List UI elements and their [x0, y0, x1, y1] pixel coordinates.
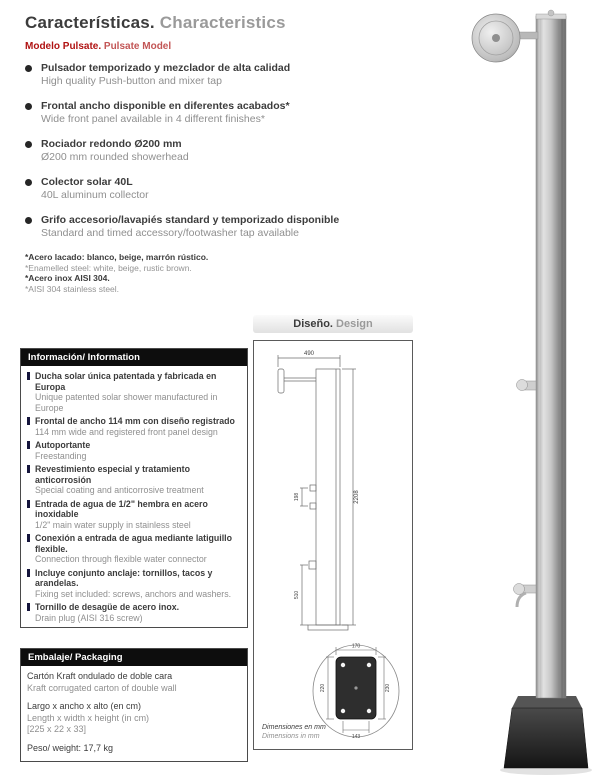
drawing-showerhead [278, 369, 284, 393]
info-item [27, 416, 241, 437]
footwasher-tap [514, 584, 537, 608]
bullet-icon [25, 141, 32, 148]
showerhead [472, 14, 538, 62]
features-list [25, 62, 445, 240]
bullet-bar-icon [27, 569, 30, 577]
info-text-spanish: Autoportante [35, 440, 91, 450]
info-item [27, 533, 241, 565]
drawing-column-outline [316, 369, 340, 625]
feature-text-spanish: Pulsador temporizado y mezclador de alta calidad [41, 62, 291, 74]
info-text-english: Fixing set included: screws, anchors and washers. [35, 588, 232, 599]
feature-item [25, 100, 445, 126]
info-item-text [35, 568, 241, 600]
dim-tap-offset: 198 [294, 492, 300, 502]
information-header: Información/ Information [21, 349, 247, 366]
packaging-line: [225 x 22 x 33] [27, 724, 87, 734]
info-item [27, 464, 241, 496]
info-text-spanish: Frontal de ancho 114 mm con diseño registrado [35, 416, 235, 426]
packaging-line: Kraft corrugated carton of double wall [27, 682, 177, 693]
feature-text-spanish: Grifo accesorio/lavapiés standard y temporizado disponible [41, 214, 340, 226]
info-item [27, 602, 241, 623]
feature-text-english: High quality Push-button and mixer tap [41, 75, 222, 87]
feature-text [41, 62, 290, 88]
packaging-line: Peso/ weight: 17,7 kg [27, 742, 114, 753]
feature-text-spanish: Frontal ancho disponible en diferentes acabados* [41, 100, 290, 112]
info-item-text [35, 602, 179, 623]
info-item-text [35, 440, 90, 461]
footnotes [25, 252, 325, 294]
packaging-line: Cartón Kraft ondulado de doble cara [27, 671, 173, 681]
dim-lower-offset: 510 [294, 590, 300, 600]
info-text-spanish: Revestimiento especial y tratamiento anticorrosión [35, 464, 190, 485]
info-text-english: Connection through flexible water connector [35, 554, 207, 564]
title-english: Characteristics [159, 13, 286, 32]
packaging-line: Largo x ancho x alto (en cm) [27, 701, 142, 711]
feature-item [25, 138, 445, 164]
packaging-header: Embalaje/ Packaging [21, 649, 247, 666]
dimensions-note-spanish: Dimensiones en mm [262, 724, 326, 731]
info-text-english: Drain plug (AISI 316 screw) [35, 612, 143, 623]
model-name-spanish: Modelo Pulsate. [25, 41, 102, 52]
page-title [25, 13, 286, 33]
drawing-base-plate [308, 625, 348, 630]
packaging-body [21, 666, 247, 759]
feature-item [25, 214, 445, 240]
bullet-bar-icon [27, 417, 30, 425]
info-text-english: Special coating and anticorrosive treatment [35, 485, 204, 495]
feature-item [25, 62, 445, 88]
info-text-spanish: Entrada de agua de 1/2" hembra en acero inoxidable [35, 498, 208, 519]
info-text-spanish: Tornillo de desagüe de acero inox. [35, 602, 180, 612]
design-title-spanish: Diseño. [293, 318, 333, 330]
bullet-bar-icon [27, 603, 30, 611]
footnote-line: *Acero inox AISI 304. [25, 273, 110, 283]
packaging-panel [20, 648, 248, 762]
model-name-english: Pulsate Model [103, 41, 172, 52]
design-section-title [253, 315, 413, 333]
packaging-line: Length x width x height (in cm) [27, 712, 150, 723]
info-text-english: Unique patented solar shower manufactured in Europe [35, 392, 218, 413]
feature-text-english: Ø200 mm rounded showerhead [41, 151, 189, 163]
info-item [27, 371, 241, 413]
base-plinth [504, 696, 588, 768]
feature-text-english: 40L aluminum collector [41, 189, 149, 201]
feature-text [41, 176, 149, 202]
footnote-line: *AISI 304 stainless steel. [25, 283, 120, 294]
feature-item [25, 176, 445, 202]
bullet-bar-icon [27, 372, 30, 380]
info-text-spanish: Ducha solar única patentada y fabricada en Europa [35, 371, 217, 392]
footnote-line: *Enamelled steel: white, beige, rustic brown. [25, 262, 192, 273]
info-item-text [35, 416, 235, 437]
design-title-english: Design [336, 318, 373, 330]
dim-overall-width: 490 [303, 351, 315, 357]
bullet-icon [25, 65, 32, 72]
feature-text-spanish: Rociador redondo Ø200 mm [41, 138, 182, 150]
information-panel [20, 348, 248, 628]
info-item [27, 499, 241, 531]
footnote-line: *Acero lacado: blanco, beige, marrón rústico. [25, 252, 209, 262]
feature-text-english: Standard and timed accessory/footwasher tap available [41, 227, 299, 239]
feature-text [41, 138, 189, 164]
shower-column [536, 10, 566, 698]
bullet-bar-icon [27, 465, 30, 473]
model-subtitle [25, 41, 171, 52]
bullet-bar-icon [27, 441, 30, 449]
feature-text [41, 214, 339, 240]
info-item [27, 568, 241, 600]
base-dim-bottom: 143 [351, 734, 361, 740]
product-photo [458, 4, 596, 776]
info-text-english: Freestanding [35, 450, 87, 461]
dimensions-note [262, 723, 326, 741]
bullet-icon [25, 217, 32, 224]
bullet-bar-icon [27, 500, 30, 508]
info-item-text [35, 499, 241, 531]
info-text-english: 114 mm wide and registered front panel design [35, 426, 218, 437]
base-dim-top: 170 [351, 643, 361, 650]
dimensions-note-english: Dimensions in mm [262, 733, 320, 740]
base-dim-left: 220 [320, 683, 326, 693]
bullet-bar-icon [27, 534, 30, 542]
info-item-text [35, 371, 241, 413]
base-dim-right: 230 [385, 683, 391, 693]
design-drawing-panel [253, 340, 413, 750]
info-item-text [35, 464, 241, 496]
feature-text-english: Wide front panel available in 4 different finishes* [41, 113, 265, 125]
dim-overall-height: 2208 [354, 490, 360, 504]
feature-text-spanish: Colector solar 40L [41, 176, 133, 188]
information-body [21, 366, 247, 631]
bullet-icon [25, 179, 32, 186]
info-item-text [35, 533, 241, 565]
info-text-english: 1/2" main water supply in stainless steel [35, 519, 191, 530]
title-spanish: Características. [25, 13, 155, 32]
info-item [27, 440, 241, 461]
info-text-spanish: Incluye conjunto anclaje: tornillos, tacos y arandelas. [35, 567, 213, 588]
bullet-icon [25, 103, 32, 110]
feature-text [41, 100, 290, 126]
mixer-tap [517, 380, 537, 391]
info-text-spanish: Conexión a entrada de agua mediante latiguillo flexible. [35, 533, 232, 554]
column-technical-drawing [254, 345, 412, 643]
